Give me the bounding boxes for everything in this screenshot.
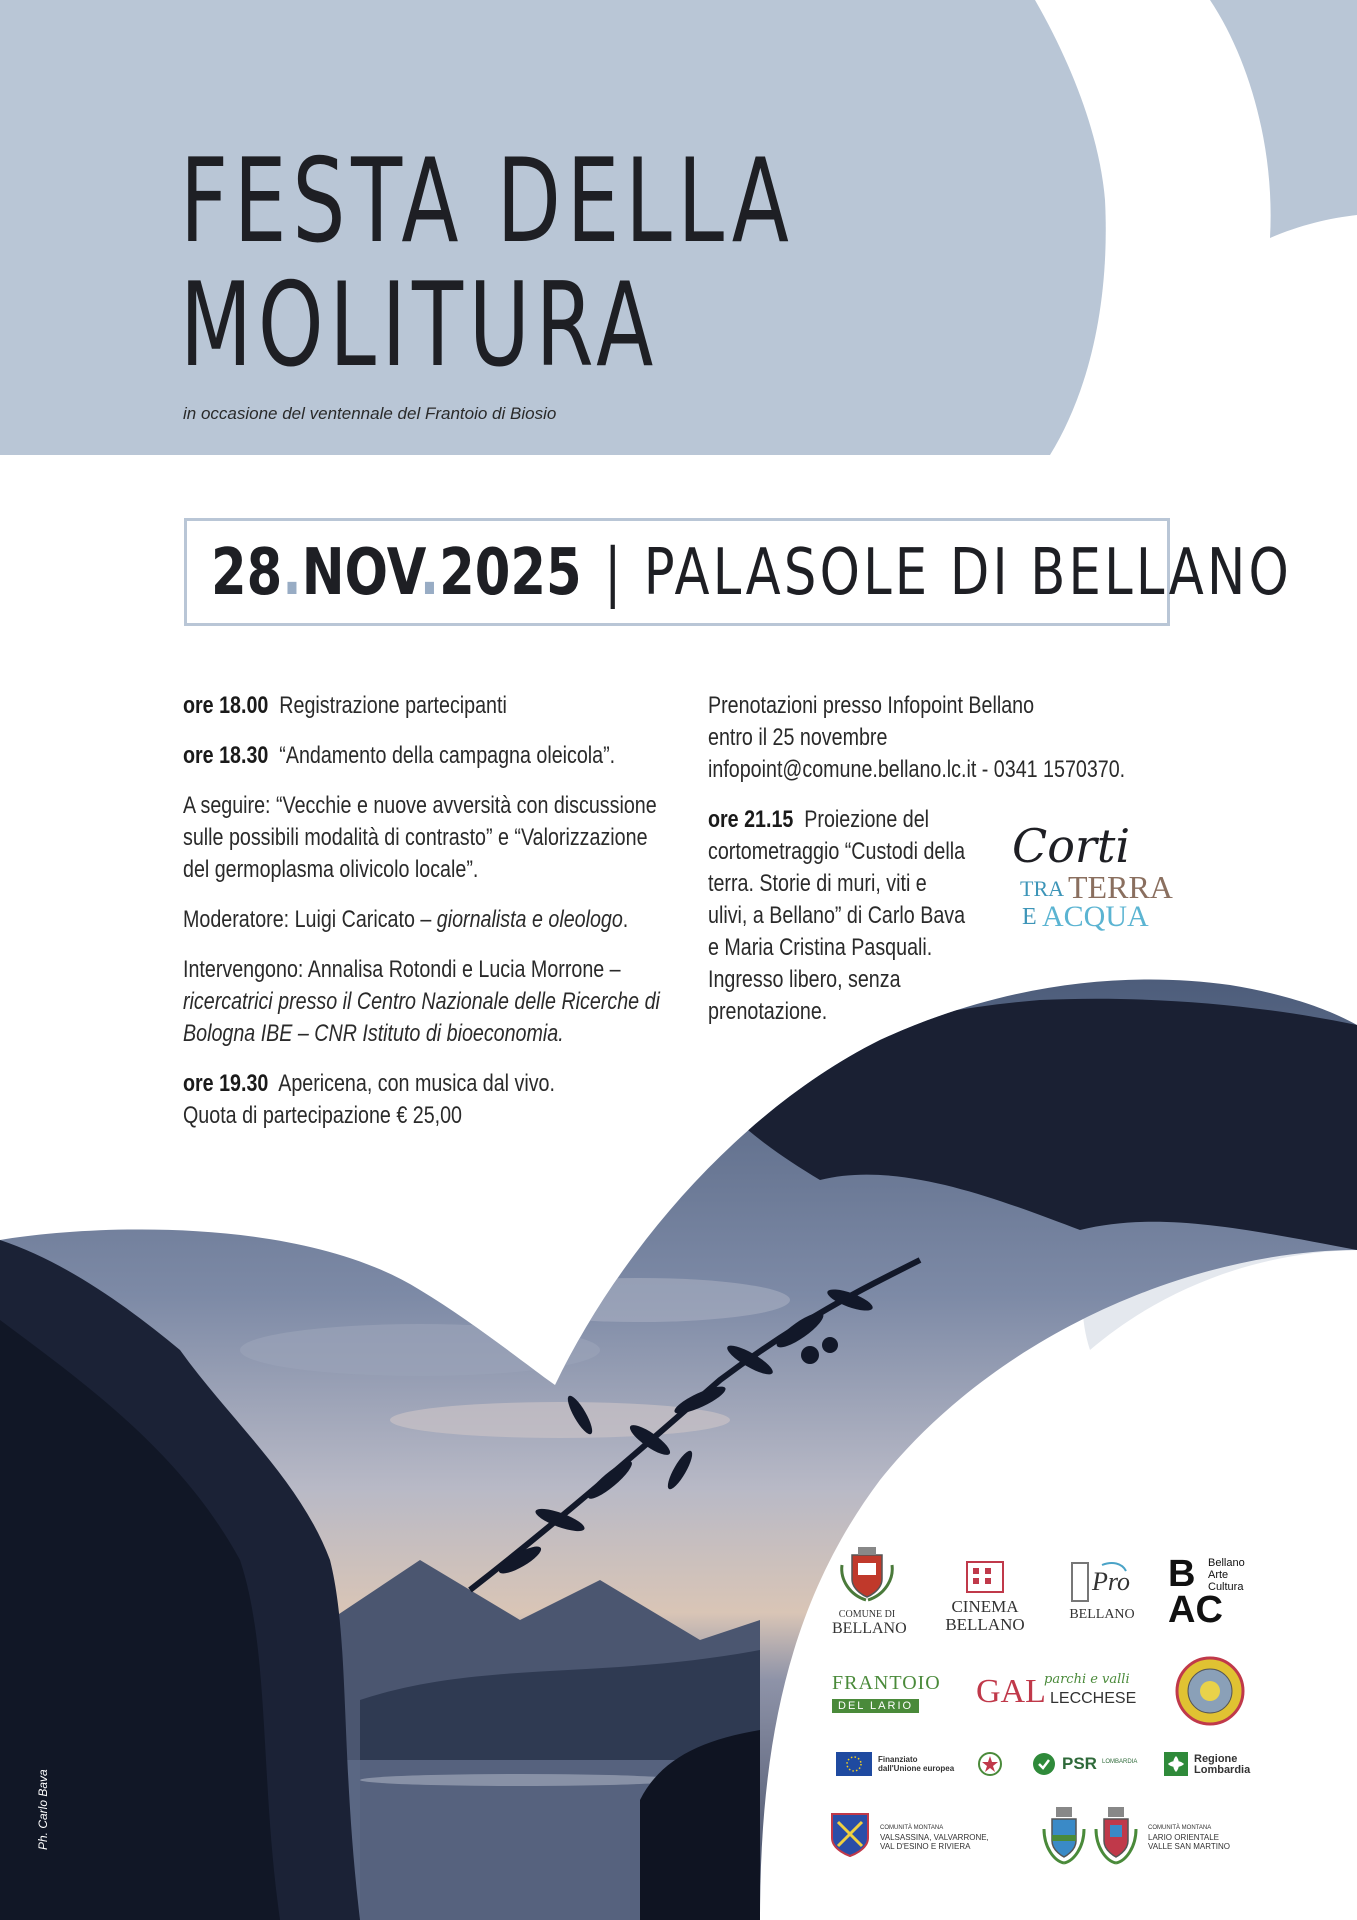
photo-credit: Ph. Carlo Bava — [36, 1769, 50, 1850]
program-item — [183, 690, 675, 722]
date-separator: | — [604, 536, 622, 610]
pro-bellano-logo — [1062, 1555, 1142, 1635]
bac-letters-b: B — [1168, 1553, 1196, 1595]
cm2-line1: COMUNITÀ MONTANA — [1148, 1825, 1212, 1831]
psr-main: PSR — [1062, 1754, 1097, 1773]
municipal-crest-icon — [1040, 1805, 1088, 1867]
bac-word: Cultura — [1208, 1581, 1244, 1593]
comune-line2: BELLANO — [832, 1620, 907, 1637]
coat-of-arms-icon — [832, 1545, 902, 1605]
bac-word: Bellano — [1208, 1557, 1245, 1569]
program-item — [183, 740, 675, 772]
regione-line2: Lombardia — [1194, 1764, 1251, 1776]
program-column — [183, 690, 675, 1132]
speakers — [183, 954, 675, 1050]
psr-leaf-icon — [1032, 1752, 1056, 1776]
top-right-arc — [1210, 0, 1357, 238]
program-text: “Andamento della campagna oleicola”. — [279, 742, 616, 769]
screening-time: ore 21.15 — [708, 806, 794, 833]
comunita-montana-valsassina-logo — [828, 1810, 1008, 1860]
cm1-line2: VALSASSINA, VALVARRONE, — [880, 1833, 989, 1842]
corti-terra: TERRA — [1068, 869, 1173, 905]
cinema-building-icon — [945, 1558, 1025, 1594]
italian-republic-emblem-icon — [977, 1750, 1003, 1778]
cm1-line3: VAL D'ESINO E RIVIERA — [880, 1842, 971, 1851]
round-seal-icon — [1174, 1655, 1246, 1727]
regione-line1: Regione — [1194, 1753, 1238, 1765]
gal-main: GAL — [976, 1673, 1046, 1710]
program-time: ore 18.00 — [183, 692, 269, 719]
cm2-line3: VALLE SAN MARTINO — [1148, 1842, 1230, 1851]
gal-logo — [976, 1670, 1146, 1720]
date-venue-banner — [184, 518, 1292, 626]
eu-flag-icon — [836, 1752, 872, 1776]
booking-contact: infopoint@comune.bellano.lc.it - 0341 1570370. — [708, 756, 1126, 783]
psr-sub: LOMBARDIA — [1102, 1759, 1138, 1765]
cm1-text — [880, 1822, 989, 1851]
eu-line2: dall'Unione europea — [878, 1764, 955, 1773]
bac-word: Arte — [1208, 1569, 1229, 1581]
frantoio-logo — [832, 1672, 952, 1716]
comune-bellano-logo — [832, 1545, 907, 1637]
shield-icon — [828, 1810, 872, 1858]
gal-lecchese: LECCHESE — [1050, 1690, 1137, 1707]
frantoio-line2: DEL LARIO — [832, 1699, 919, 1713]
event-subtitle: in occasione del ventennale del Frantoio di Biosio — [183, 404, 557, 423]
corti-logo — [1008, 818, 1176, 936]
screening-text: Proiezione del cortometraggio “Custodi della terra. Storie di muri, viti e ulivi, a Bellano” di Carlo Bava e Maria Cristina Pasquali. Ingresso libero, senza prenotazione. — [708, 806, 966, 1025]
regione-lombardia-logo — [1164, 1752, 1264, 1778]
municipal-crest-icon — [1092, 1805, 1140, 1867]
date-month: NOV — [301, 536, 420, 610]
title-line-2: MOLITURA — [180, 258, 659, 393]
cinema-bellano-logo — [945, 1558, 1025, 1638]
program-time: ore 19.30 — [183, 1070, 269, 1097]
bac-letters-ac: AC — [1168, 1589, 1223, 1631]
psr-logo — [1032, 1752, 1142, 1778]
cinema-line1: CINEMA — [951, 1597, 1019, 1616]
date-year: 2025 — [439, 536, 582, 610]
program-follow: A seguire: “Vecchie e nuove avversità con discussione sulle possibili modalità di contrasto” e “Valorizzazione del germoplasma olivicolo locale”. — [183, 792, 657, 883]
venue-name: PALASOLE DI BELLANO — [643, 536, 1292, 610]
regione-text — [1194, 1754, 1250, 1776]
gal-script: parchi e valli — [1044, 1672, 1130, 1687]
corti-e: E — [1022, 904, 1037, 930]
cinema-line2: BELLANO — [945, 1615, 1025, 1634]
moderator-role: giornalista e oleologo — [436, 906, 623, 933]
pro-line1: Pro — [1092, 1567, 1131, 1596]
eu-line1: Finanziato — [878, 1755, 918, 1764]
moderator: Moderatore: Luigi Caricato – giornalista e oleologo. — [183, 906, 629, 933]
program-item — [183, 1068, 675, 1132]
screening-info — [708, 804, 970, 1028]
date-dot: . — [282, 536, 302, 610]
corti-acqua: ACQUA — [1042, 900, 1149, 933]
date-dot: . — [419, 536, 440, 610]
program-fee: Quota di partecipazione € 25,00 — [183, 1102, 463, 1129]
date-day: 28 — [211, 536, 283, 610]
booking-info — [708, 690, 1134, 786]
program-text: Apericena, con musica dal vivo. — [278, 1070, 555, 1097]
speakers-label: Intervengono: Annalisa Rotondi e Lucia Morrone – — [183, 956, 621, 983]
program-text: Registrazione partecipanti — [279, 692, 507, 719]
program-time: ore 18.30 — [183, 742, 269, 769]
comune-line1: COMUNE DI — [838, 1609, 896, 1620]
corti-script: Corti — [1012, 819, 1131, 873]
bac-words — [1208, 1557, 1245, 1593]
pro-line2: BELLANO — [1069, 1607, 1135, 1622]
corti-tra: TRA — [1020, 876, 1064, 901]
cm1-line1: COMUNITÀ MONTANA — [880, 1825, 944, 1831]
comunita-montana-lario-logo — [1148, 1822, 1258, 1851]
bac-logo — [1168, 1555, 1258, 1635]
booking-line: entro il 25 novembre — [708, 724, 888, 751]
speakers-role: ricercatrici presso il Centro Nazionale delle Ricerche di Bologna IBE – CNR Istituto di bioeconomia. — [183, 988, 660, 1047]
eu-logo — [836, 1752, 966, 1778]
cm2-line2: LARIO ORIENTALE — [1148, 1833, 1219, 1842]
regione-rose-icon — [1164, 1752, 1188, 1776]
moderator-label: Moderatore: Luigi Caricato – — [183, 906, 432, 933]
eu-text — [878, 1755, 954, 1773]
frantoio-line1: FRANTOIO — [832, 1672, 941, 1694]
title-line-1: FESTA DELLA — [180, 134, 795, 269]
event-title — [180, 134, 795, 393]
booking-line: Prenotazioni presso Infopoint Bellano — [708, 692, 1035, 719]
